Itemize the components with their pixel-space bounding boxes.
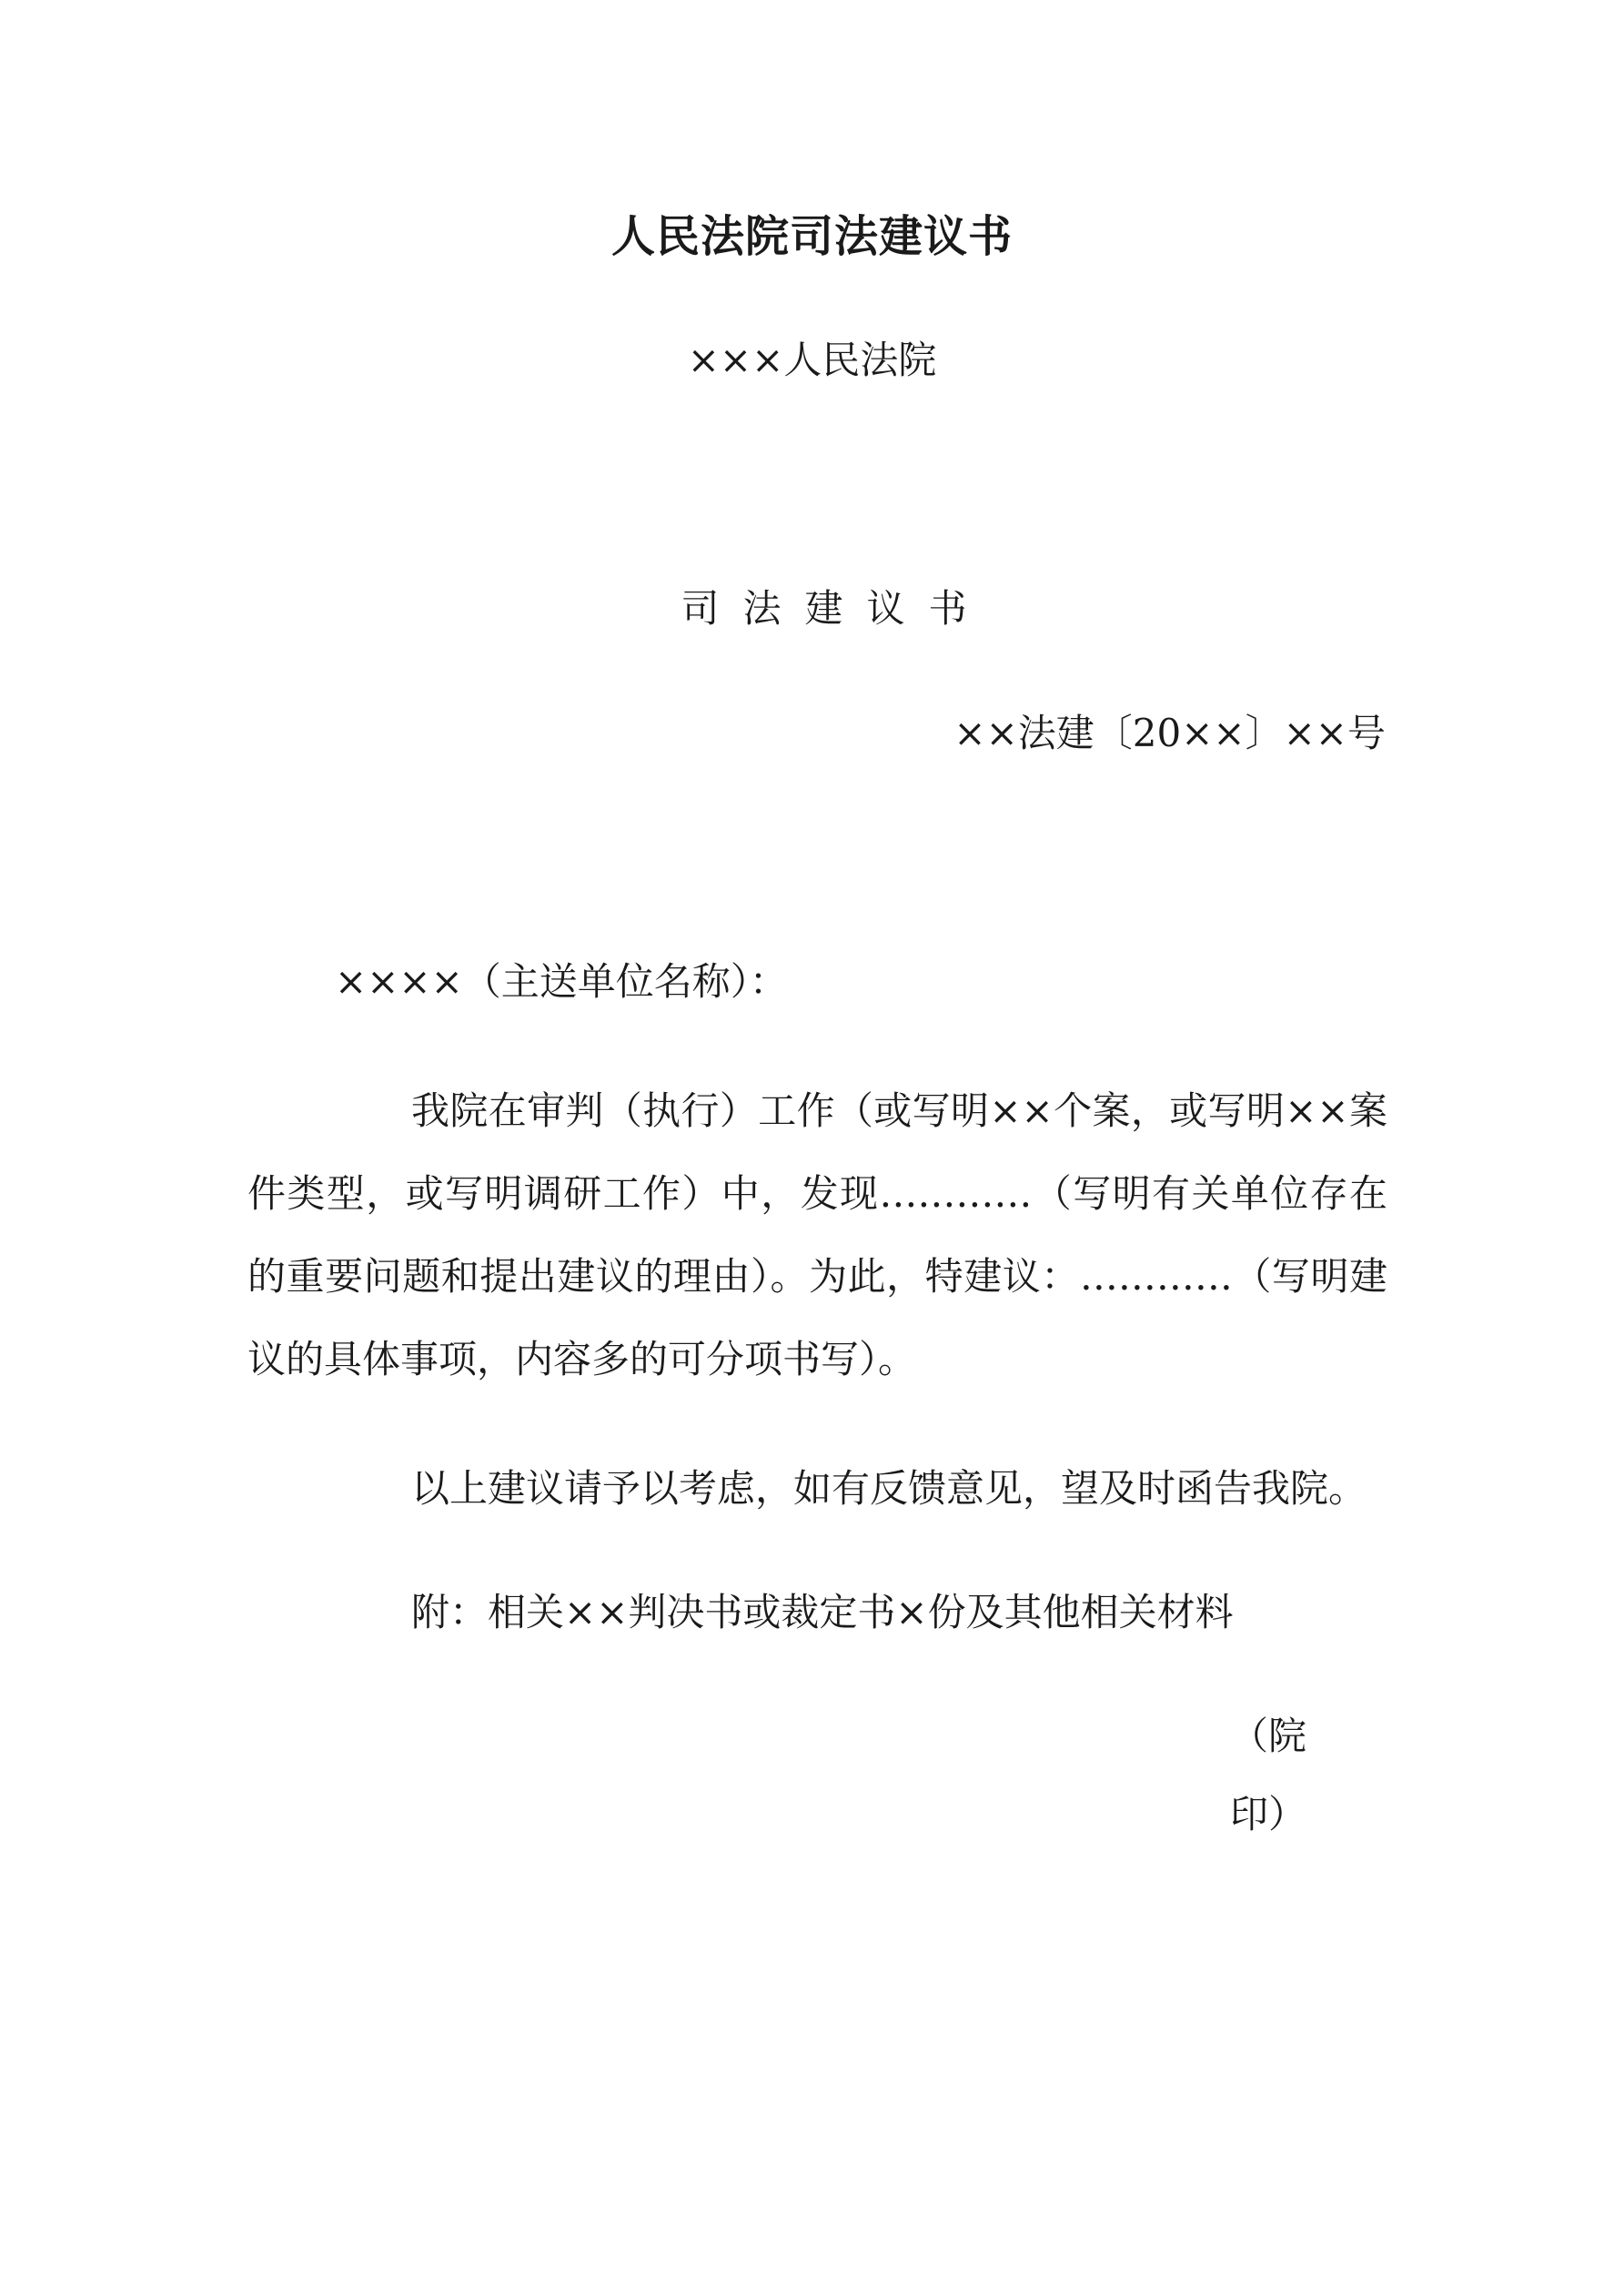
document-heading: 司法建议书 — [681, 586, 991, 631]
addressee: ××××（主送单位名称）： — [335, 959, 788, 1004]
file-number: ××法建〔20××〕××号 — [953, 711, 1386, 755]
body-paragraph-main: 我院在审判（执行）工作（或写明××个案，或写明××案件类型，或写明调研工作）中，发现…………（写明有关单位存在的重要问题和提出建议的理由）。为此，特建议：…………（写明建议的具体事项，内容多的可分项书写）。 — [247, 1088, 1387, 1381]
court-name: ×××人民法院 — [687, 338, 937, 382]
body-paragraph-feedback: 以上建议请予以考虑，如有反馈意见，望及时函告我院。 — [411, 1466, 1367, 1511]
attachment-note: 附：相关××判决书或裁定书×份及其他相关材料 — [411, 1590, 1234, 1634]
seal-note: （院印） — [1230, 1714, 1307, 1836]
document-title: 人民法院司法建议书 — [610, 211, 1013, 262]
